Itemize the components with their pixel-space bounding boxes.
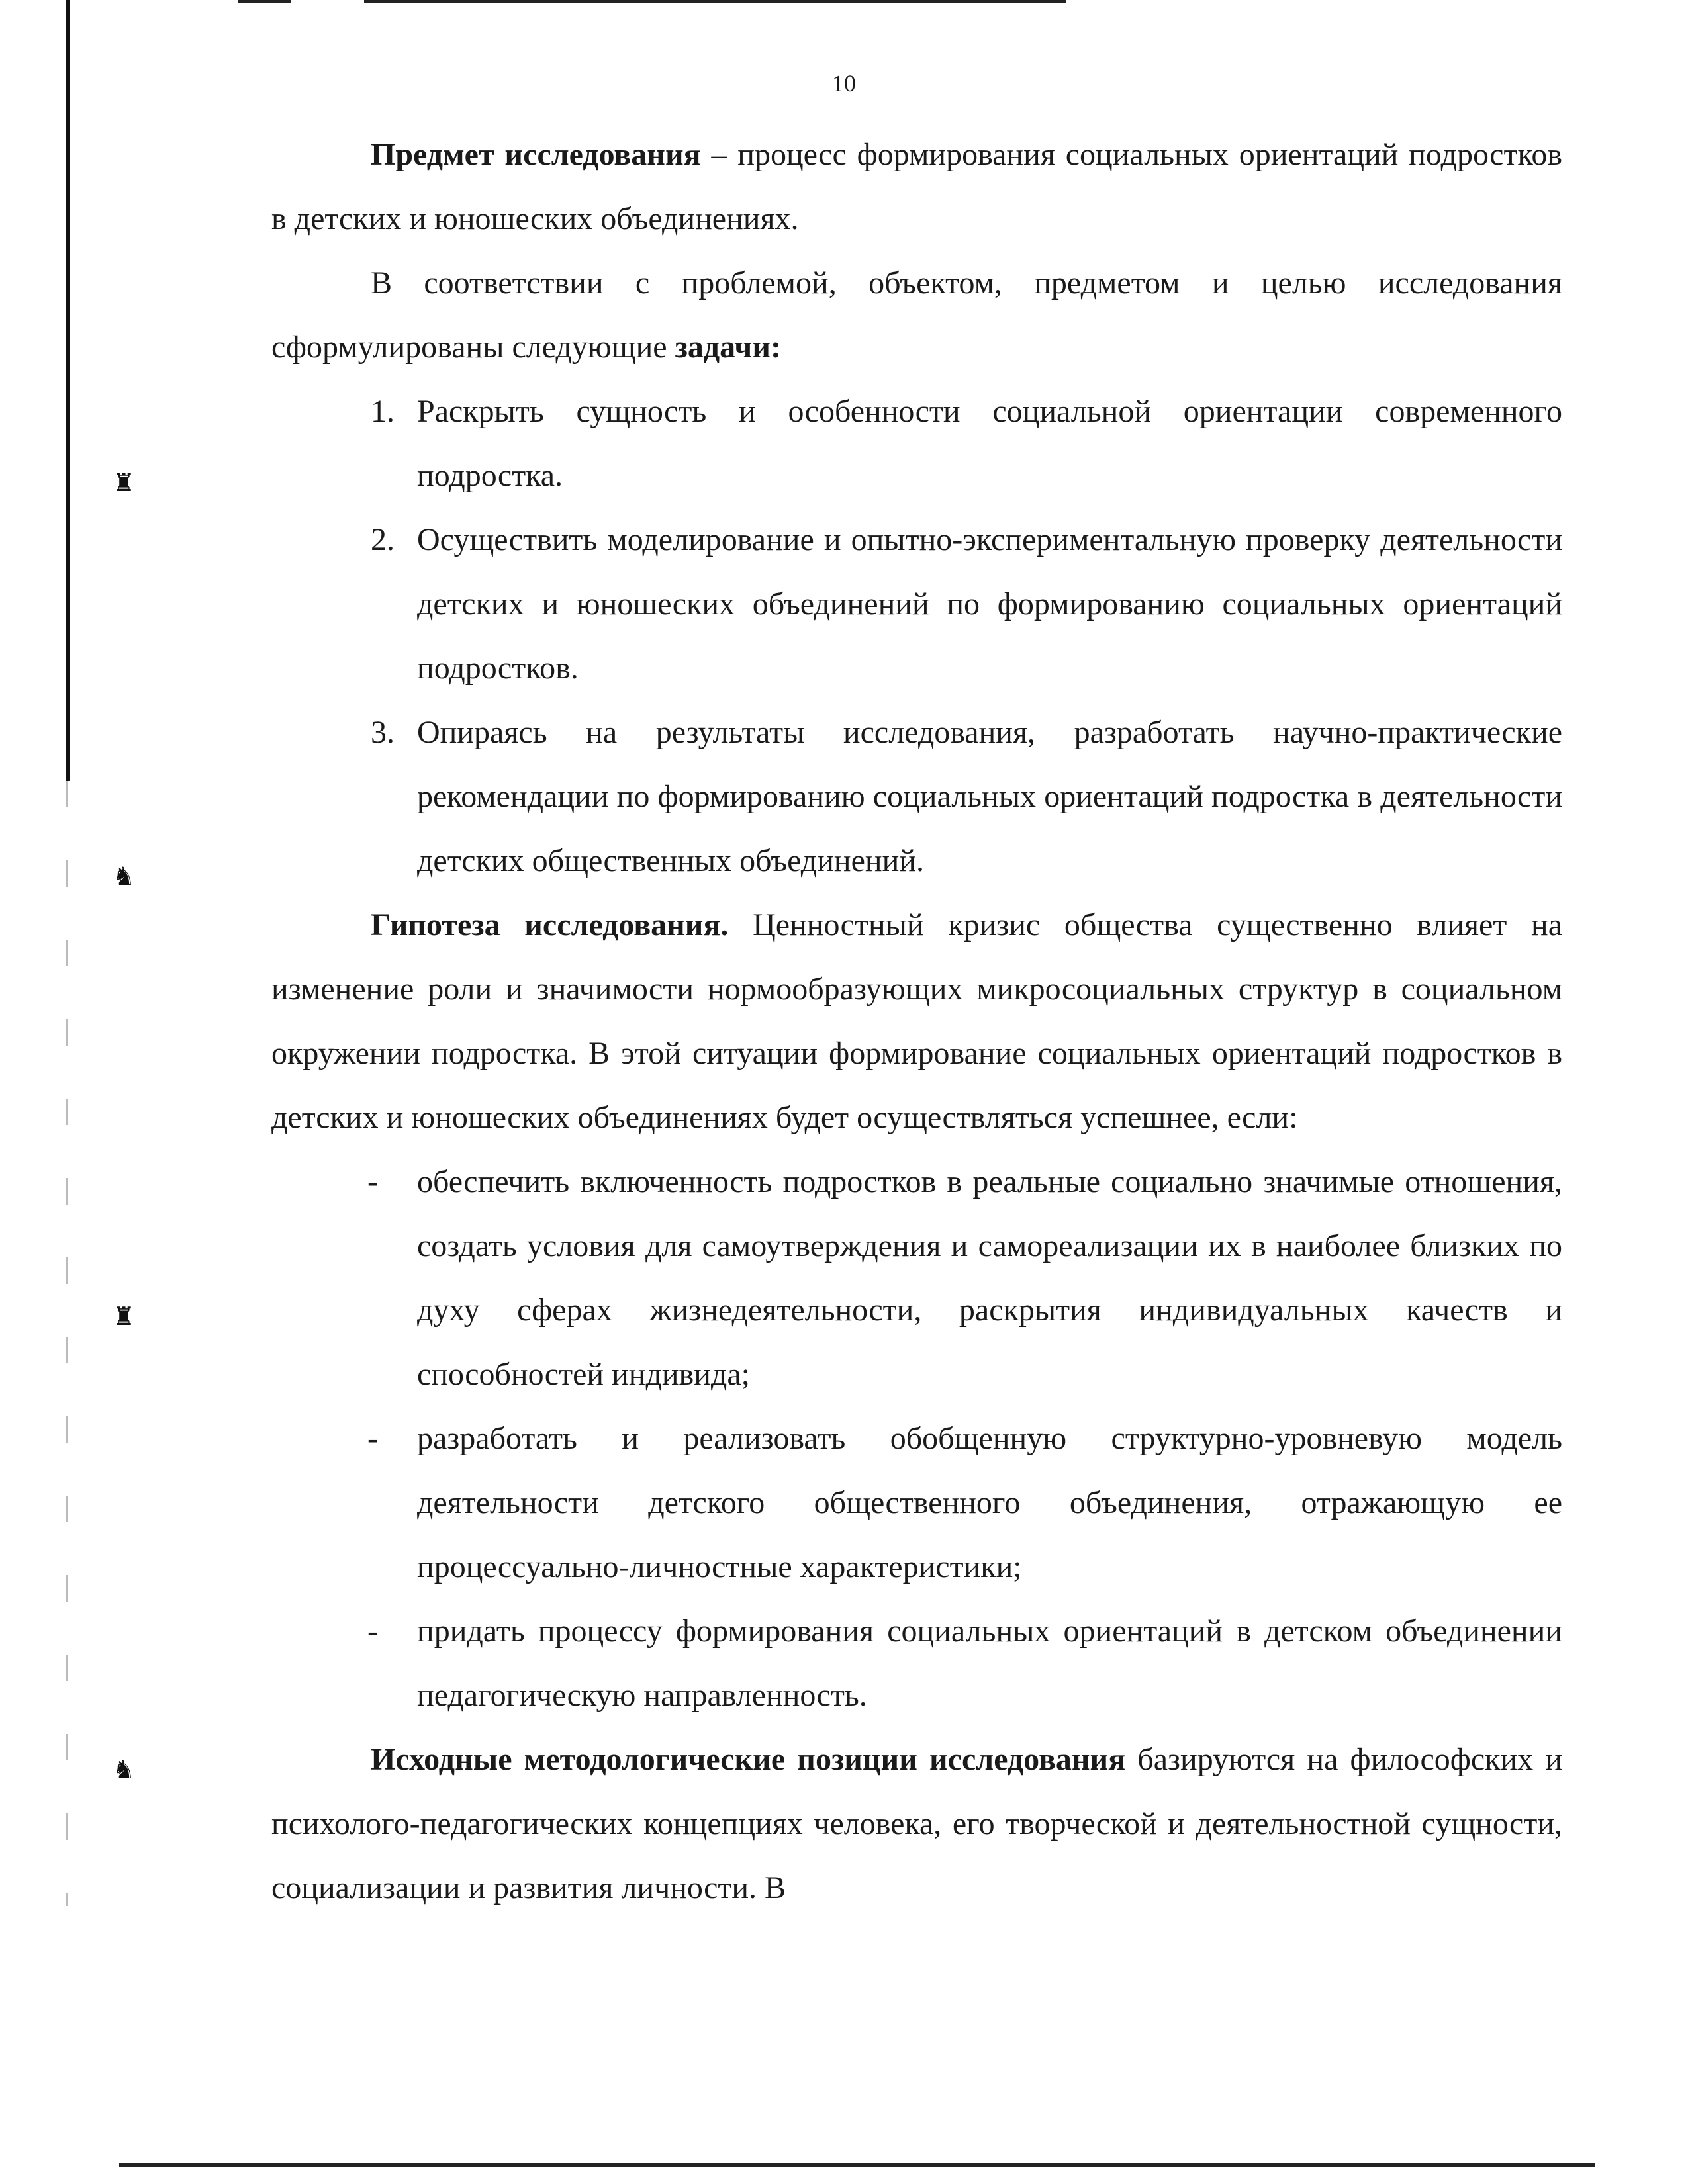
task-number: 2. xyxy=(371,522,395,557)
hypothesis-text: Ценностный кризис общества существенно влияет на изменение роли и значимости нормообразующих микросоциальных структур в социальном окружении подростка. В этой ситуации формирование социальных ориентаций подростков в детских и юношеских объединениях будет осуществляться успешнее, если: xyxy=(271,907,1563,1135)
hypothesis-term: Гипотеза исследования. xyxy=(371,907,729,942)
condition-item xyxy=(271,1406,1562,1599)
condition-dash: - xyxy=(367,1421,378,1456)
task-text: Раскрыть сущность и особенности социальной ориентации современного подростка. xyxy=(417,394,1562,493)
task-text: Опираясь на результаты исследования, разработать научно-практические рекомендации по формированию социальных ориентаций подростка в деятельности детских общественных объединений. xyxy=(417,715,1562,878)
hypothesis-paragraph xyxy=(271,893,1562,1150)
condition-item xyxy=(271,1150,1562,1406)
subject-term: Предмет исследования xyxy=(371,137,701,172)
margin-mark: ♞ xyxy=(113,1756,136,1784)
scan-top-line xyxy=(238,0,291,3)
scan-bottom-line xyxy=(119,2163,1595,2167)
task-item xyxy=(271,700,1562,893)
subject-text: – процесс формирования социальных ориентаций подростков в детских и юношеских объединениях. xyxy=(271,137,1562,236)
margin-mark: ♞ xyxy=(113,863,136,891)
scan-top-line xyxy=(364,0,1066,3)
task-number: 3. xyxy=(371,715,395,750)
condition-text: обеспечить включенность подростков в реальные социально значимые отношения, создать условия для самоутверждения и самореализации их в наиболее близких по духу сферах жизнедеятельности, раскрытия индивидуальных качеств и способностей индивида; xyxy=(417,1164,1562,1392)
subject-paragraph xyxy=(271,122,1562,251)
task-number: 1. xyxy=(371,394,395,429)
condition-dash: - xyxy=(367,1164,378,1199)
task-item xyxy=(271,508,1562,700)
methodology-paragraph xyxy=(271,1727,1562,1920)
tasks-intro-text: В соответствии с проблемой, объектом, предметом и целью исследования сформулированы следующие xyxy=(271,265,1562,365)
scan-edge-left-faint xyxy=(66,781,68,1906)
condition-item xyxy=(271,1599,1562,1727)
methodology-text: базируются на философских и психолого-педагогических концепциях человека, его творческой и деятельностной сущности, социализации и развития личности. В xyxy=(271,1742,1563,1905)
document-body xyxy=(271,122,1562,1920)
condition-dash: - xyxy=(367,1614,378,1649)
conditions-list xyxy=(271,1150,1562,1727)
margin-mark: ♜ xyxy=(113,1303,136,1331)
condition-text: разработать и реализовать обобщенную структурно-уровневую модель деятельности детского общественного объединения, отражающую ее процессуально-личностные характеристики; xyxy=(417,1421,1562,1584)
tasks-intro-paragraph xyxy=(271,251,1562,379)
margin-mark: ♜ xyxy=(113,469,136,497)
tasks-term: задачи: xyxy=(675,330,781,365)
condition-text: придать процессу формирования социальных ориентаций в детском объединении педагогическую направленность. xyxy=(417,1614,1562,1713)
methodology-term: Исходные методологические позиции исследования xyxy=(371,1742,1126,1777)
task-text: Осуществить моделирование и опытно-экспериментальную проверку деятельности детских и юношеских объединений по формированию социальных ориентаций подростков. xyxy=(417,522,1562,686)
scan-edge-left xyxy=(66,0,70,781)
task-item xyxy=(271,379,1562,508)
tasks-list xyxy=(271,379,1562,893)
page-number: 10 xyxy=(832,70,856,97)
